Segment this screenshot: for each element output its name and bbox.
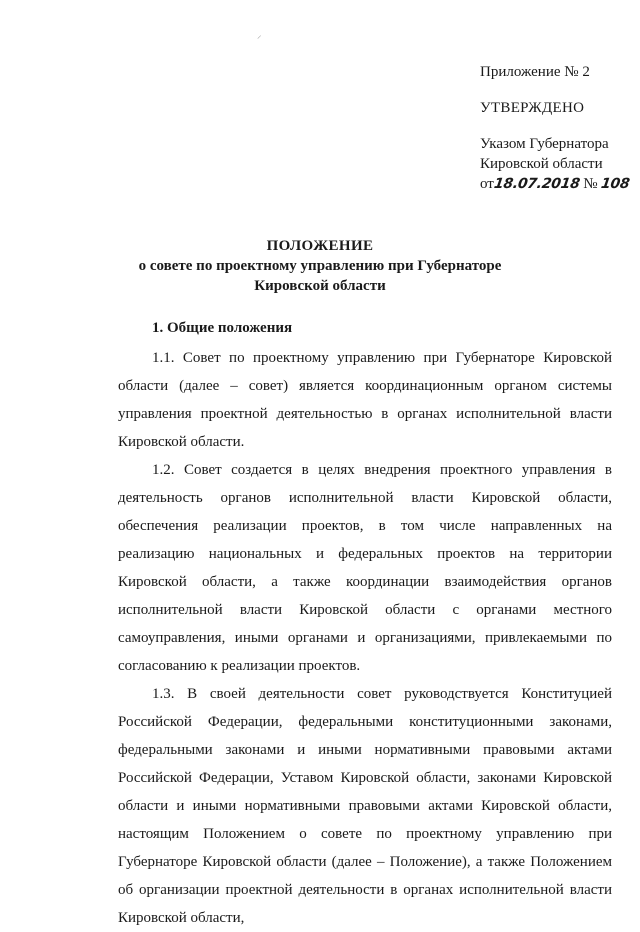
body-text — [118, 344, 612, 932]
handwritten-number: 108 — [600, 176, 631, 192]
number-sign: № — [583, 176, 598, 192]
date-prefix: от — [480, 176, 494, 192]
paragraph-1-2: 1.2. Совет создается в целях внедрения проектного управления в деятельность органов исполнительной власти Кировской области, обеспечения реализации проектов, в том числе направленных на реализацию национальных и федеральных проектов на территории Кировской области, а также координации взаимодействия органов исполнительной власти Кировской области с органами местного самоуправления, иными органами и организациями, привлекаемыми по согласованию к реализации проектов. — [118, 462, 612, 674]
decree-date-line — [480, 174, 630, 194]
approved-stamp-text: УТВЕРЖДЕНО — [480, 100, 585, 116]
title-line-2: о совете по проектному управлению при Губернаторе — [138, 258, 502, 274]
title-line-3: Кировской области — [254, 278, 386, 294]
handwritten-date: 18.07.2018 — [492, 176, 581, 192]
paragraph-1-1: 1.1. Совет по проектному управлению при Губернаторе Кировской области (далее – совет) является координационным органом системы управления проектной деятельностью в органах исполнительной власти Кировской области. — [118, 350, 612, 450]
section-heading: 1. Общие положения — [152, 320, 293, 336]
document-title — [40, 236, 600, 296]
attachment-number: Приложение № 2 — [480, 64, 590, 80]
paragraph-1-3: 1.3. В своей деятельности совет руководствуется Конституцией Российской Федерации, федеральными конституционными законами, федеральными законами и иными нормативными правовыми актами Российской Федерации, Уставом Кировской области, законами Кировской области и иными нормативными правовыми актами Кировской области, настоящим Положением о совете по проектному управлению при Губернаторе Кировской области (далее – Положение), а также Положением об организации проектной деятельности в органах исполнительной власти Кировской области, — [118, 686, 612, 926]
scan-speck: ⸝ — [257, 30, 262, 40]
attachment-block — [480, 62, 630, 194]
decree-line-2: Кировской области — [480, 156, 603, 172]
decree-line-1: Указом Губернатора — [480, 136, 609, 152]
title-line-1: ПОЛОЖЕНИЕ — [266, 238, 374, 254]
